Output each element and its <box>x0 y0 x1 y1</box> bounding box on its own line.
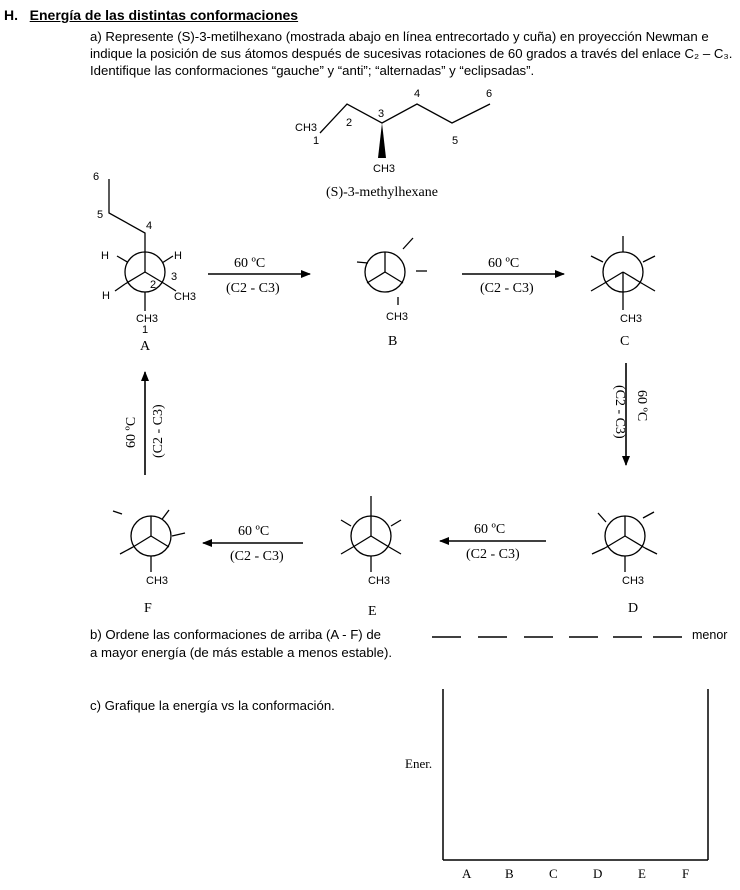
svg-text:(C2 - C3): (C2 - C3) <box>230 549 284 564</box>
newman-projection-d <box>592 512 657 572</box>
rotation-arrow-d-e <box>440 522 546 562</box>
skeletal-ch3-left: CH3 <box>295 122 318 134</box>
skeletal-num-5: 5 <box>452 135 459 147</box>
graph-xlabel-e: E <box>638 866 646 881</box>
part-b-instructions <box>90 626 392 662</box>
skeletal-structure <box>320 104 490 158</box>
newman-projection-b <box>357 238 427 305</box>
chain-a-bonds <box>109 179 145 253</box>
newman-a-back-num: 3 <box>171 271 178 283</box>
skeletal-num-6: 6 <box>486 88 493 100</box>
graph-xlabel-d: D <box>593 866 603 881</box>
newman-d-ch3: CH3 <box>622 575 645 587</box>
menor-label: menor <box>692 628 728 642</box>
newman-e-ch3: CH3 <box>368 575 391 587</box>
chain-a-num-4: 4 <box>146 220 153 232</box>
graph-xlabel-f: F <box>682 866 690 881</box>
svg-text:(C2 - C3): (C2 - C3) <box>151 404 166 458</box>
svg-text:60 ºC: 60 ºC <box>634 390 649 422</box>
conformer-label-a: A <box>140 339 151 354</box>
newman-a-h-left: H <box>102 290 110 302</box>
svg-text:(C2 - C3): (C2 - C3) <box>612 385 627 439</box>
part-b-line-1: b) Ordene las conformaciones de arriba (A - F) de <box>90 627 381 642</box>
skeletal-num-1: 1 <box>313 135 320 147</box>
conformer-label-d: D <box>628 601 639 616</box>
svg-text:60 ºC: 60 ºC <box>234 256 266 271</box>
newman-f-ch3: CH3 <box>146 575 169 587</box>
newman-a-ch3-bottom: CH3 <box>136 313 159 325</box>
newman-b-ch3: CH3 <box>386 311 409 323</box>
svg-text:(C2 - C3): (C2 - C3) <box>480 281 534 296</box>
skeletal-num-4: 4 <box>414 88 421 100</box>
rotation-arrow-b-c <box>462 256 564 296</box>
skeletal-num-2: 2 <box>346 117 353 129</box>
newman-a-num-1: 1 <box>142 324 149 336</box>
graph-xlabel-b: B <box>505 866 514 881</box>
part-a-line-1: a) Represente (S)-3-metilhexano (mostrada abajo en línea entrecortado y cuña) en proyección Newman e <box>90 29 709 44</box>
graph-ylabel: Ener. <box>405 756 433 771</box>
molecule-name: (S)-3-methylhexane <box>326 185 438 200</box>
rotation-arrow-f-a <box>124 372 166 475</box>
conformer-label-c: C <box>620 334 630 349</box>
newman-projection-c <box>591 236 655 310</box>
svg-text:60 ºC: 60 ºC <box>238 524 270 539</box>
rotation-arrow-a-b <box>208 256 310 296</box>
newman-a-h-top-right: H <box>174 250 182 262</box>
newman-projection-a <box>109 179 176 311</box>
newman-a-h-top-left: H <box>101 250 109 262</box>
svg-text:60 ºC: 60 ºC <box>474 522 506 537</box>
rotation-arrow-c-d <box>612 363 649 465</box>
section-title: Energía de las distintas conformaciones <box>29 7 299 23</box>
part-a-line-2: indique la posición de sus átomos después de sucesivas rotaciones de 60 grados a través del enlace C₂ – C₃. <box>90 46 733 61</box>
newman-projection-f <box>113 510 185 572</box>
newman-c-ch3: CH3 <box>620 313 643 325</box>
svg-text:(C2 - C3): (C2 - C3) <box>226 281 280 296</box>
skeletal-num-3: 3 <box>378 108 385 120</box>
newman-a-ch3-right: CH3 <box>174 291 197 303</box>
newman-a-front-num: 2 <box>150 279 157 291</box>
svg-text:(C2 - C3): (C2 - C3) <box>466 547 520 562</box>
newman-projection-e <box>341 496 401 572</box>
section-label: H. <box>4 7 18 23</box>
part-b-line-2: a mayor energía (de más estable a menos estable). <box>90 645 393 660</box>
conformer-label-f: F <box>144 601 152 616</box>
skeletal-ch3-bottom: CH3 <box>373 163 396 175</box>
conformer-label-e: E <box>368 604 377 619</box>
rotation-arrow-e-f <box>203 524 303 564</box>
conformer-label-b: B <box>388 334 398 349</box>
wedge-bond <box>378 123 386 158</box>
graph-xlabel-c: C <box>549 866 558 881</box>
chain-a-num-5: 5 <box>97 209 104 221</box>
svg-text:60 ºC: 60 ºC <box>488 256 520 271</box>
chain-a-num-6: 6 <box>93 171 100 183</box>
part-c-instructions: c) Grafique la energía vs la conformación. <box>90 698 335 713</box>
svg-text:60 ºC: 60 ºC <box>124 416 139 448</box>
energy-graph[interactable] <box>443 689 708 860</box>
part-a-line-3: Identifique las conformaciones “gauche” y “anti”; “alternadas” y “eclipsadas”. <box>90 63 535 78</box>
graph-xlabel-a: A <box>462 866 472 881</box>
